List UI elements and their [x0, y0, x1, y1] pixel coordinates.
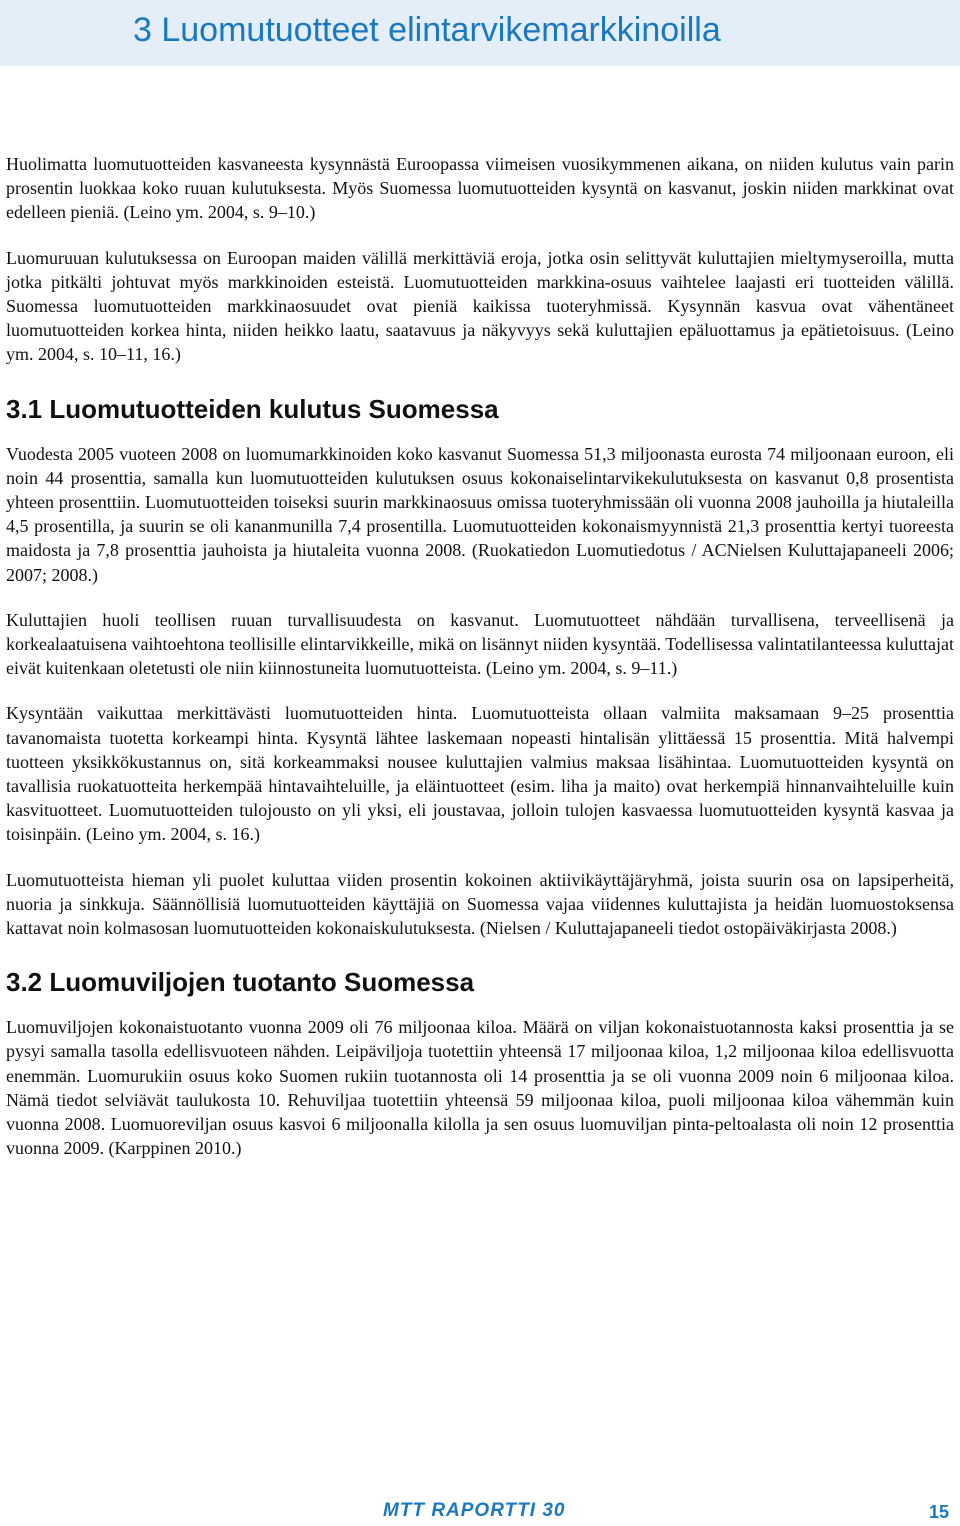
section-3-1-paragraph-3: Kysyntään vaikuttaa merkittävästi luomutuotteiden hinta. Luomutuotteista ollaan valmiita maksamaan 9–25 prosenttia tavanomaista tuotetta korkeampi hinta. Kysyntä lähtee laskemaan nopeasti hintalisän ylittäessä 15 prosenttia. Mitä halvempi tuotteen yksikkökustannus on, sitä korkeammaksi nousee kuluttajien valmius maksaa lisähintaa. Luomutuotteiden kysyntä on tavallisia ruokatuotteita herkempää hintavaihteluille, ja eläintuotteet (esim. liha ja maito) ovat herkempiä hinnanvaihteluille kuin kasvituotteet. Luomutuotteiden tulojousto on yli yksi, eli joustavaa, jolloin tulojen kasvaessa luomutuotteiden kysyntä kasvaa ja toisinpäin. (Leino ym. 2004, s. 16.) — [6, 703, 954, 845]
page-number: 15 — [929, 1502, 950, 1522]
chapter-title: 3 Luomutuotteet elintarvikemarkkinoilla — [133, 11, 721, 49]
report-series-logo: MTT RAPORTTI 30 — [383, 1500, 566, 1521]
intro-paragraph-1: Huolimatta luomutuotteiden kasvaneesta kysynnästä Euroopassa viimeisen vuosikymmenen aikana, on niiden kulutus vain parin prosentin luokkaa koko ruuan kulutuksesta. Myös Suomessa luomutuotteiden kysyntä on kasvanut, joskin niiden markkinat ovat edelleen pieniä. (Leino ym. 2004, s. 9–10.) — [6, 154, 954, 223]
section-3-1-paragraph-4: Luomutuotteista hieman yli puolet kuluttaa viiden prosentin kokoinen aktiivikäyttäjäryhmä, joista suurin osa on lapsiperheitä, nuoria ja sinkkuja. Säännöllisiä luomutuotteiden käyttäjiä on Suomessa vajaa viidennes kuluttajista ja heidän luomuostoksensa kattavat noin kolmasosan luomutuotteiden kokonaiskulutuksesta. (Nielsen / Kuluttajapaneeli tiedot ostopäiväkirjasta 2008.) — [6, 869, 954, 939]
chapter-header — [0, 0, 960, 66]
section-3-2-paragraph-1: Luomuviljojen kokonaistuotanto vuonna 2009 oli 76 miljoonaa kiloa. Määrä on viljan kokonaistuotannosta kaksi prosenttia ja se pysyi samalla tasolla edellisvuoteen nähden. Leipäviljoja tuotettiin yhteensä 17 miljoonaa kiloa, 1,2 miljoonaa kiloa edellisvuotta enemmän. Luomurukiin osuus koko Suomen rukiin tuotannosta oli 14 prosenttia ja se oli vuonna 2009 noin 6 miljoonaa kiloa. Nämä tiedot selviävät taulukosta 10. Rehuviljaa tuotettiin yhteensä 59 miljoonaa kiloa, puoli miljoonaa kiloa vähemmän kuin vuonna 2008. Luomuoreviljan osuus kasvoi 6 miljoonalla kilolla ja sen osuus luomuviljan pinta-peltoalasta oli noin 12 prosenttia vuonna 2009. (Karppinen 2010.) — [6, 1017, 954, 1159]
section-heading-3-1: 3.1 Luomutuotteiden kulutus Suomessa — [6, 393, 499, 424]
section-heading-3-2: 3.2 Luomuviljojen tuotanto Suomessa — [6, 967, 475, 998]
section-3-1-paragraph-2: Kuluttajien huoli teollisen ruuan turvallisuudesta on kasvanut. Luomutuotteet nähdään turvallisena, terveellisenä ja korkealaatuisena vaihtoehtona teollisille elintarvikkeille, mikä on lisännyt niiden kysyntää. Todellisessa valintatilanteessa kuluttajat eivät kuitenkaan oletetusti ole niin kiinnostuneita luomutuotteista. (Leino ym. 2004, s. 9–11.) — [6, 609, 954, 679]
page-content — [6, 152, 954, 1182]
intro-paragraph-2: Luomuruuan kulutuksessa on Euroopan maiden välillä merkittäviä eroja, jotka osin selittyvät kuluttajien mieltymyseroilla, mutta jotka pitkälti johtuvat myös markkinoiden esteistä. Luomutuotteiden markkina-osuus vaihtelee laajasti eri tuotteiden välillä. Suomessa luomutuotteiden markkinaosuudet ovat pieniä kaikissa tuoteryhmissä. Kysynnän kasvua ovat vähentäneet luomutuotteiden korkea hinta, niiden heikko laatu, saatavuus ja näkyvyys sekä kuluttajien epäluottamus ja epätietoisuus. (Leino ym. 2004, s. 10–11, 16.) — [6, 247, 954, 365]
section-3-1-paragraph-1: Vuodesta 2005 vuoteen 2008 on luomumarkkinoiden koko kasvanut Suomessa 51,3 miljoonasta eurosta 74 miljoonaan euroon, eli noin 44 prosenttia, samalla kun luomutuotteiden kulutuksen osuus kokonaiselintarvikekulutuksesta on kasvanut 0,8 prosentista yhteen prosenttiin. Luomutuotteiden toiseksi suurin markkinaosuus omissa tuoteryhmissään oli vuonna 2008 jauhoilla ja hiutaleilla 4,5 prosentilla, ja suurin se oli kananmunilla 7,4 prosentilla. Luomutuotteiden kokonaismyynnistä 21,3 prosenttia kertyi tuoreesta maidosta ja 7,8 prosenttia jauhoista ja hiutaleita vuonna 2008. (Ruokatiedon Luomutiedotus / ACNielsen Kuluttajapaneeli 2006; 2007; 2008.) — [6, 443, 954, 585]
